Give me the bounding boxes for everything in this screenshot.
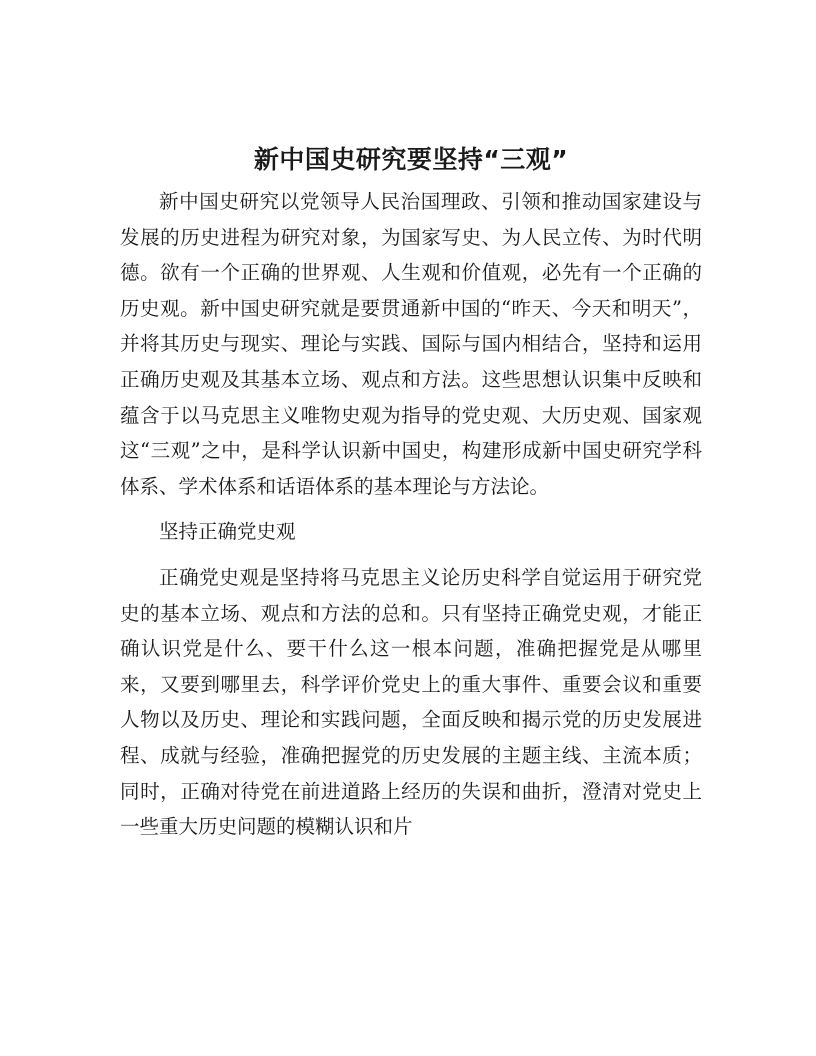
document-title: 新中国史研究要坚持“三观”	[253, 145, 569, 174]
section-heading: 坚持正确党史观	[159, 520, 296, 544]
document-body	[120, 140, 702, 845]
intro-paragraph: 新中国史研究以党领导人民治国理政、引领和推动国家建设与发展的历史进程为研究对象，为国家写史、为人民立传、为时代明德。欲有一个正确的世界观、人生观和价值观，必先有一个正确的历史观。新中国史研究就是要贯通新中国的“昨天、今天和明天”，并将其历史与现实、理论与实践、国际与国内相结合，坚持和运用正确历史观及其基本立场、观点和方法。这些思想认识集中反映和蕴含于以马克思主义唯物史观为指导的党史观、大历史观、国家观这“三观”之中，是科学认识新中国史，构建形成新中国史研究学科体系、学术体系和话语体系的基本理论与方法论。	[120, 190, 702, 498]
section-paragraph: 正确党史观是坚持将马克思主义论历史科学自觉运用于研究党史的基本立场、观点和方法的总和。只有坚持正确党史观，才能正确认识党是什么、要干什么这一根本问题，准确把握党是从哪里来，又要到哪里去，科学评价党史上的重大事件、重要会议和重要人物以及历史、理论和实践问题，全面反映和揭示党的历史发展进程、成就与经验，准确把握党的历史发展的主题主线、主流本质；同时，正确对待党在前进道路上经历的失误和曲折，澄清对党史上一些重大历史问题的模糊认识和片	[120, 565, 702, 839]
